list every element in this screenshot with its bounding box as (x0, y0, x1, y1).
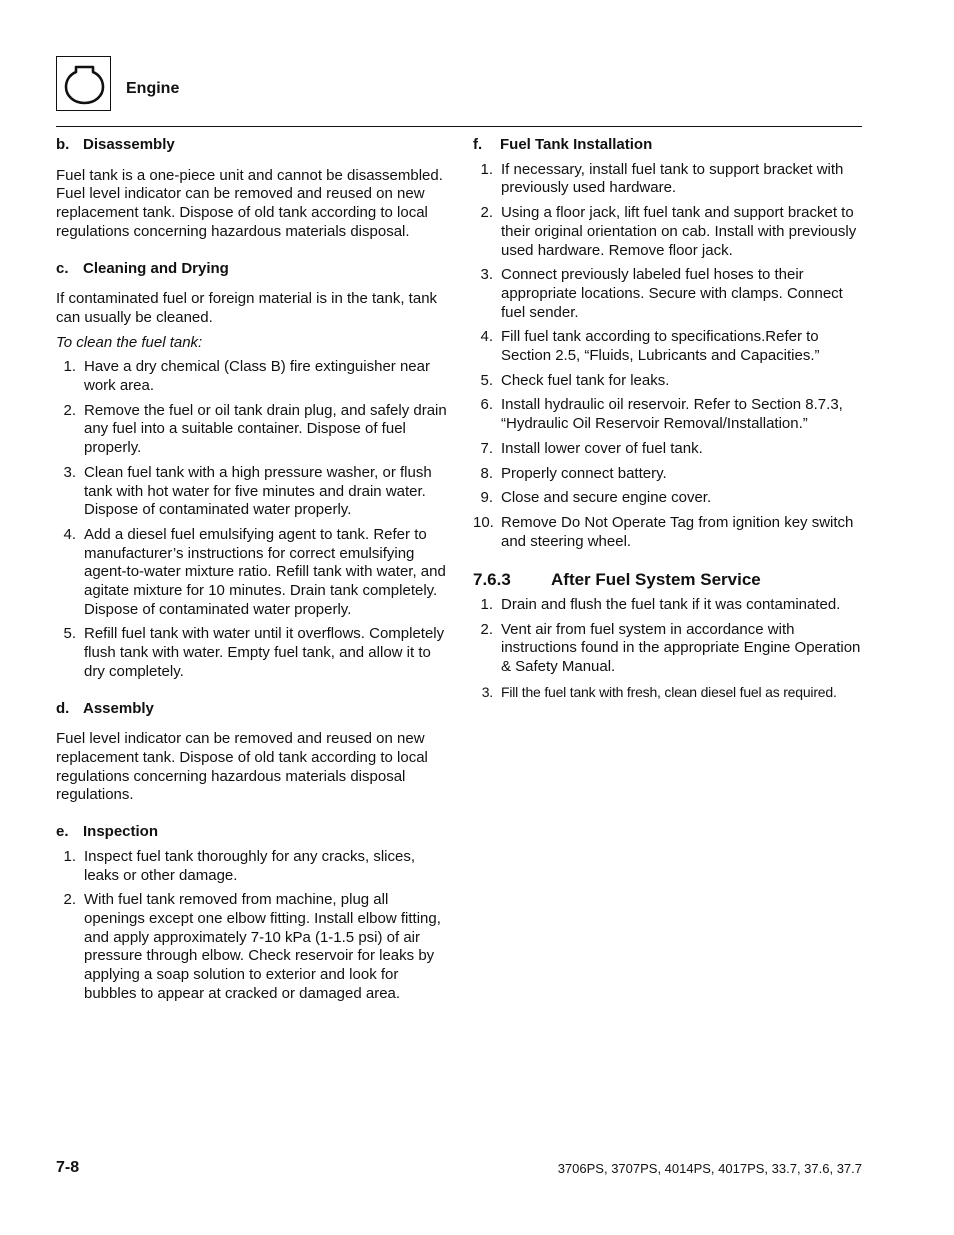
inspection-steps (56, 848, 448, 1004)
right-column (473, 136, 865, 702)
list-item: 2. Remove the fuel or oil tank drain plug, and safely drain any fuel into a suitable container. Dispose of fuel properly. (63, 401, 447, 457)
header-rule (56, 126, 862, 127)
list-item: 2. With fuel tank removed from machine, plug all openings except one elbow fitting. Install elbow fitting, and apply approximately 7-10 kPa (1-1.5 psi) of air pressure through elbow. Check reservoir for leaks by applying a soap solution to exterior and look for bubbles to appear at cracked or damaged area. (63, 891, 441, 1002)
cleaning-steps (56, 358, 448, 681)
engine-icon (63, 63, 106, 106)
after-service-heading: 7.6.3 After Fuel System Service (473, 570, 761, 590)
after-service-steps (473, 596, 865, 702)
cleaning-text: If contaminated fuel or foreign material is in the tank, tank can usually be cleaned. (56, 290, 438, 326)
assembly-text: Fuel level indicator can be removed and reused on new replacement tank. Dispose of old tank according to local regulations concerning hazardous materials disposal regulations. (56, 730, 428, 804)
list-item: 1. Inspect fuel tank thoroughly for any cracks, slices, leaks or other damage. (63, 847, 415, 884)
list-item: 1. Have a dry chemical (Class B) fire extinguisher near work area. (63, 358, 430, 395)
list-item: 1. Drain and flush the fuel tank if it was contaminated. (480, 596, 841, 614)
list-item: 3. Fill the fuel tank with fresh, clean diesel fuel as required. (481, 683, 837, 700)
section-title: Engine (126, 80, 180, 97)
model-list: 3706PS, 3707PS, 4014PS, 4017PS, 33.7, 37.6, 37.7 (557, 1161, 862, 1176)
cleaning-intro: To clean the fuel tank: (56, 333, 203, 351)
list-item: 5. Refill fuel tank with water until it overflows. Completely flush tank with water. Empty fuel tank, and allow it to dry completely. (63, 625, 445, 680)
list-item: 4. Add a diesel fuel emulsifying agent to tank. Refer to manufacturer’s instructions for correct emulsifying agent-to-water mixture ratio. Refill tank with water, and agitate mixture for 10 minutes. Drain tank completely. Dispose of contaminated water properly. (63, 525, 446, 618)
engine-icon-box (56, 56, 111, 111)
list-item: 8. Properly connect battery. (480, 464, 667, 482)
installation-steps (473, 161, 865, 552)
list-item: 5. Check fuel tank for leaks. (480, 371, 670, 389)
page-number: 7-8 (56, 1159, 80, 1176)
list-item: 4. Fill fuel tank according to specifications.Refer to Section 2.5, “Fluids, Lubricants and Capacities.” (480, 328, 820, 365)
list-item: 7. Install lower cover of fuel tank. (480, 439, 703, 457)
list-item: 6. Install hydraulic oil reservoir. Refer to Section 8.7.3, “Hydraulic Oil Reservoir Removal/Installation.” (480, 396, 843, 433)
left-column (56, 136, 448, 1003)
list-item: 1. If necessary, install fuel tank to support bracket with previously used hardware. (480, 160, 844, 197)
list-item: 9. Close and secure engine cover. (480, 489, 712, 507)
list-item: 2. Vent air from fuel system in accordance with instructions found in the appropriate Engine Operation & Safety Manual. (480, 620, 861, 676)
list-item: 3. Clean fuel tank with a high pressure washer, or flush tank with hot water for five minutes and drain water. Dispose of contaminated water properly. (63, 463, 432, 519)
list-item: 3. Connect previously labeled fuel hoses to their appropriate locations. Secure with clamps. Connect fuel sender. (480, 266, 843, 321)
inspection-heading: e. Inspection (56, 823, 159, 841)
disassembly-heading: b. Disassembly (56, 136, 175, 153)
disassembly-text: Fuel tank is a one-piece unit and cannot be disassembled. Fuel level indicator can be removed and reused on new replacement tank. Dispose of old tank according to local regulations concerning hazardous materials disposal. (56, 166, 443, 240)
assembly-heading: d. Assembly (56, 699, 154, 717)
list-item: 2. Using a floor jack, lift fuel tank and support bracket to their original orientation on cab. Install with previously used hardware. Remove floor jack. (480, 204, 857, 259)
installation-heading: f. Fuel Tank Installation (473, 136, 653, 153)
list-item: 10. Remove Do Not Operate Tag from ignition key switch and steering wheel. (473, 513, 854, 550)
cleaning-heading: c. Cleaning and Drying (56, 259, 229, 277)
